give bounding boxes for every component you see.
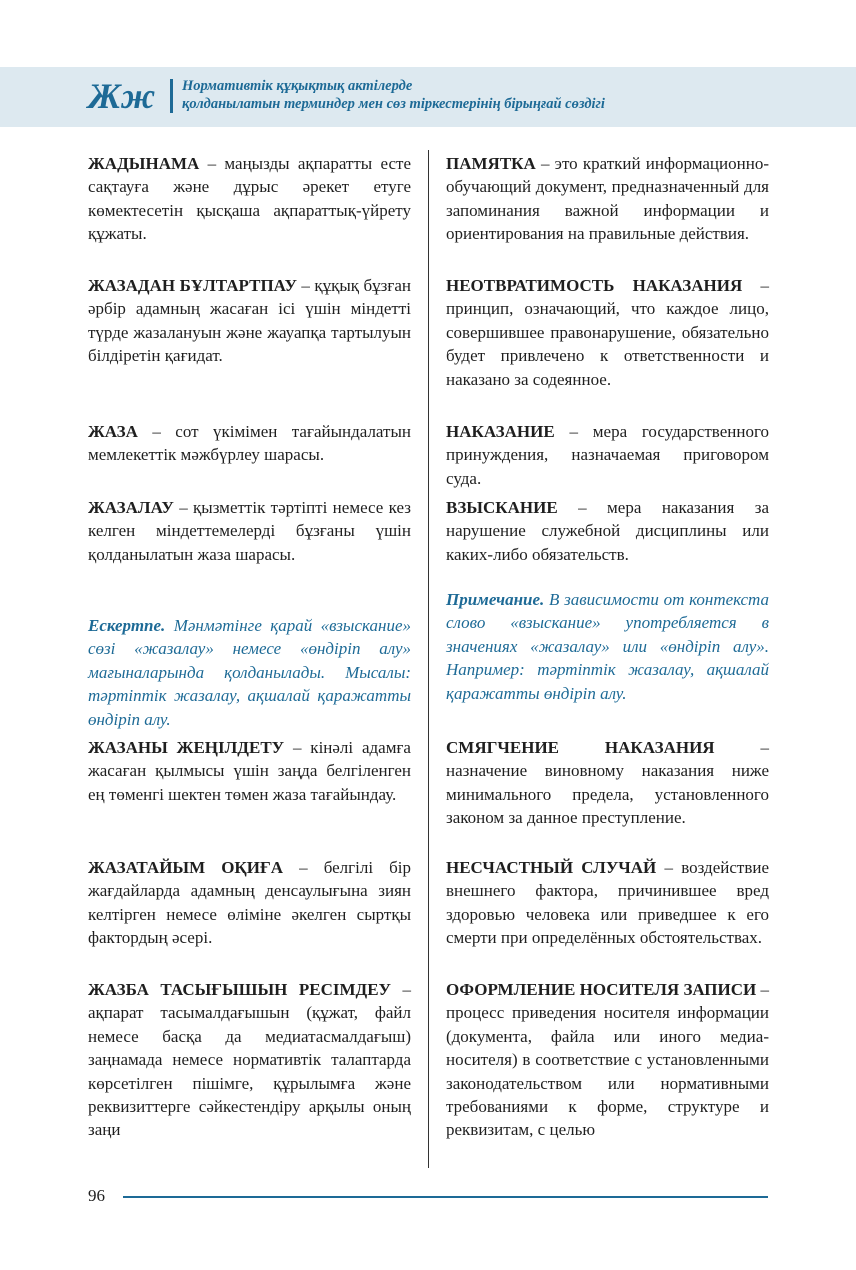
entry-nakazanie: НАКАЗАНИЕ – мера государственного принуждения, назначаемая приговором суда. (446, 422, 769, 488)
note-kazakh: Ескертпе. Мәнмәтінге қарай «взыскание» сөзі «жазалау» немесе «өндіріп алу» мағыналарында қолданылады. Мысалы: тәртіптік жазалау, ақшалай қаражатты өндіріп алу. (88, 616, 411, 729)
russian-column (446, 148, 769, 1168)
footer-rule (123, 1196, 768, 1198)
page-header (0, 67, 856, 127)
column-divider (428, 150, 429, 1168)
header-title (182, 77, 605, 113)
entry-zhazalau: ЖАЗАЛАУ – қызметтік тәртіпті немесе кез келген міндеттемелерді бұзғаны үшін қолданылатын жаза шарасы. (88, 498, 411, 564)
entry-zhazba-tasygyshyn: ЖАЗБА ТАСЫҒЫШЫН РЕСІМДЕУ – ақпарат тасымалдағышын (құжат, файл немесе басқа да медиатасмалдағыш) заңнамада немесе нормативтік талаптарда көрсетілген пішімге, құрылымға және реквизиттерге сәйкестендіру арқылы оның заңи (88, 980, 411, 1140)
entry-zhazadan-bultartpau: ЖАЗАДАН БҰЛТАРТПАУ – құқық бұзған әрбір адамның жасаған ісі үшін міндетті түрде жазалануын және жауапқа тартылуын білдіретін қағидат. (88, 276, 411, 366)
header-divider (170, 79, 173, 113)
note-russian: Примечание. В зависимости от контекста слово «взыскание» употребляется в значениях «жазалау» или «өндіріп алу». Например: тәртіптік жазалау, ақшалай қаражатты өндіріп алу. (446, 590, 769, 703)
entry-neschastny-sluchai: НЕСЧАСТНЫЙ СЛУЧАЙ – воздействие внешнего фактора, причинившее вред здоровью человека или приведшее к его смерти при определённых обстоятельствах. (446, 858, 769, 948)
section-letter: Жж (88, 76, 156, 116)
entry-neotvratimost: НЕОТВРАТИМОСТЬ НАКАЗАНИЯ – принцип, означающий, что каждое лицо, совершившее правонарушение, обязательно будет привлечено к ответственности и наказано за содеянное. (446, 276, 769, 389)
entry-oformlenie-nositelya: ОФОРМЛЕНИЕ НОСИТЕЛЯ ЗАПИСИ – процесс приведения носителя информации (документа, файла или иного медиа-носителя) в соответствие с установленными законодательством или нормативными требованиями к форме, структуре и реквизитам, с целью (446, 980, 770, 1140)
entry-smyagchenie: СМЯГЧЕНИЕ НАКАЗАНИЯ – назначение виновному наказания ниже минимального предела, установленного законом за данное преступление. (446, 738, 770, 828)
entry-zhadynama: ЖАДЫНАМА – маңызды ақпаратты есте сақтауға және дұрыс әрекет етуге көмектесетін қысқаша ақпараттық-үйрету құжаты. (88, 154, 411, 244)
page-number: 96 (88, 1186, 105, 1205)
entry-zhaza: ЖАЗА – сот үкімімен тағайындалатын мемлекеттік мәжбүрлеу шарасы. (88, 422, 411, 465)
entry-vzyskanie: ВЗЫСКАНИЕ – мера наказания за нарушение служебной дисциплины или каких-либо обязательств. (446, 498, 769, 564)
header-title-line2: қолданылатын терминдер мен сөз тіркестерінің бірыңғай сөздігі (182, 96, 605, 112)
entry-zhazany-zhenildetu: ЖАЗАНЫ ЖЕҢІЛДЕТУ – кінәлі адамға жасаған қылмысы үшін заңда белгіленген ең төменгі шектен төмен жаза тағайындау. (88, 738, 411, 804)
header-title-line1: Нормативтік құқықтық актілерде (182, 78, 413, 94)
entry-zhazataiym-okiga: ЖАЗАТАЙЫМ ОҚИҒА – белгілі бір жағдайларда адамның денсаулығына зиян келтірген немесе өліміне әкелген сыртқы фактордың әсері. (88, 858, 411, 948)
entry-pamyatka: ПАМЯТКА – это краткий информационно-обучающий документ, предназначенный для запоминания важной информации и ориентирования на правильные действия. (446, 154, 769, 244)
kazakh-column (88, 148, 411, 1168)
